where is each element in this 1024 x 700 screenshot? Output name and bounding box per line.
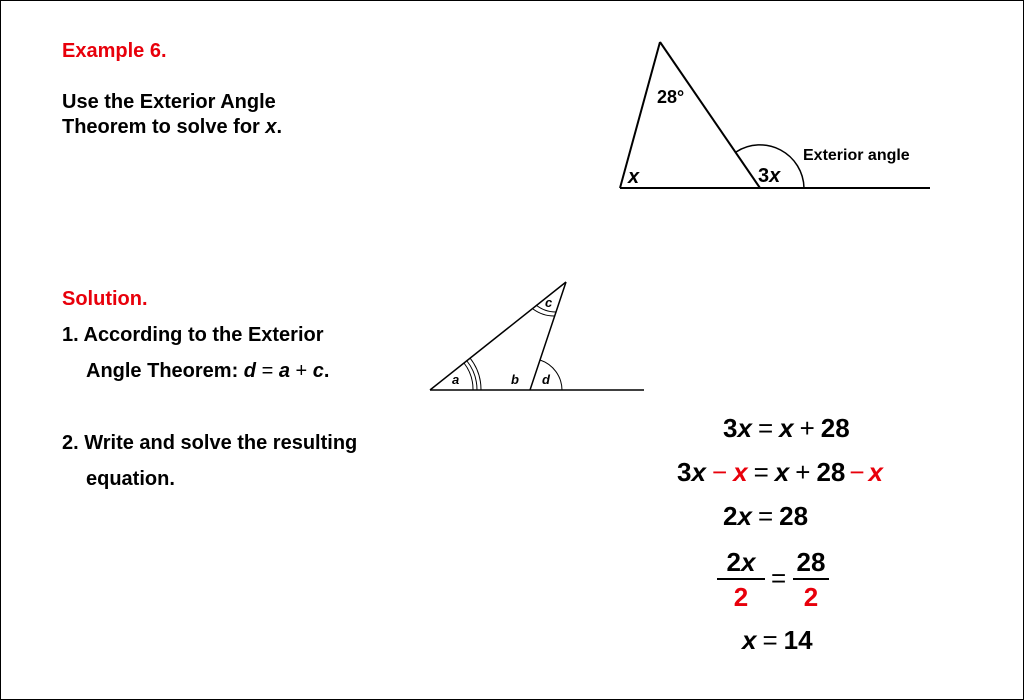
solution-title: Solution.	[62, 288, 148, 310]
arc-a-3	[470, 358, 481, 390]
arc-a-2	[467, 361, 477, 390]
prompt-variable: x	[265, 116, 277, 138]
step1-line-1: 1. According to the Exterior	[62, 324, 324, 346]
fraction-right-numerator: 28	[793, 546, 829, 580]
arc-a-1	[464, 363, 473, 390]
eq4-equals-wrap	[765, 563, 792, 594]
step1-equals: =	[256, 360, 279, 382]
eq5-equals: =	[762, 625, 778, 655]
eq4-equals: =	[771, 563, 787, 593]
eq2-sub-var-1: x	[733, 457, 748, 487]
equation-line-2	[677, 457, 883, 488]
eq2-plus: +	[795, 457, 811, 487]
fraction-left-denominator: 2	[733, 582, 749, 612]
eq2-rhs-num: 28	[816, 457, 846, 487]
eq5-rhs-num: 14	[783, 625, 813, 655]
prompt-period: .	[276, 116, 283, 138]
step1-d: d	[243, 360, 257, 382]
eq1-equals: =	[757, 413, 774, 443]
exterior-var: x	[769, 165, 781, 187]
eq2-coef: 3	[677, 457, 692, 487]
step1-c: c	[312, 360, 324, 382]
eq3-rhs-num: 28	[779, 501, 809, 531]
eq3-equals: =	[757, 501, 774, 531]
step1-period: .	[323, 360, 330, 382]
eq2-sub-var-2: x	[868, 457, 884, 487]
step1-line-2	[86, 358, 329, 384]
label-a: a	[452, 372, 460, 387]
exterior-angle-value	[758, 165, 781, 187]
step1-plus: +	[289, 360, 313, 382]
fraction-left	[717, 546, 765, 614]
step2-line-1: 2. Write and solve the resulting	[62, 432, 358, 454]
left-side	[620, 42, 660, 188]
fraction-right-denominator: 2	[803, 582, 819, 612]
eq1-plus: +	[799, 413, 815, 443]
example-title: Example 6.	[62, 40, 167, 62]
eq3-var: x	[737, 501, 752, 531]
label-d: d	[542, 372, 550, 387]
step1-text: Angle Theorem:	[86, 360, 244, 382]
eq1-coef: 3	[723, 413, 738, 443]
fraction-left-numerator	[717, 546, 765, 580]
top-angle-label: 28°	[657, 87, 685, 107]
prompt-line-1: Use the Exterior Angle	[62, 91, 276, 113]
eq1-rhs-num: 28	[820, 413, 850, 443]
equation-line-1	[723, 413, 850, 444]
eq1-var: x	[737, 413, 752, 443]
label-b: b	[511, 372, 519, 387]
eq2-rhs-var: x	[774, 457, 790, 487]
step1-a: a	[278, 360, 290, 382]
exterior-angle-caption: Exterior angle	[803, 147, 910, 164]
prompt-text: Theorem to solve for	[62, 116, 266, 138]
theorem-figure	[430, 282, 644, 390]
eq2-var: x	[691, 457, 706, 487]
right-side	[660, 42, 760, 188]
equation-line-3	[723, 501, 808, 532]
eq4-num-coef: 2	[726, 547, 741, 577]
eq1-rhs-var: x	[779, 413, 794, 443]
eq4-num-var: x	[741, 547, 756, 577]
eq5-var: x	[742, 625, 757, 655]
eq2-minus-2: −	[849, 457, 865, 487]
eq2-equals: =	[753, 457, 769, 487]
left-angle-label: x	[628, 166, 640, 188]
exterior-coef: 3	[758, 165, 770, 187]
fraction-right	[793, 546, 829, 614]
equation-line-5	[742, 625, 813, 656]
eq2-minus-1: −	[711, 457, 728, 487]
step2-line-2: equation.	[86, 468, 175, 490]
label-c: c	[545, 295, 553, 310]
eq3-coef: 2	[723, 501, 738, 531]
